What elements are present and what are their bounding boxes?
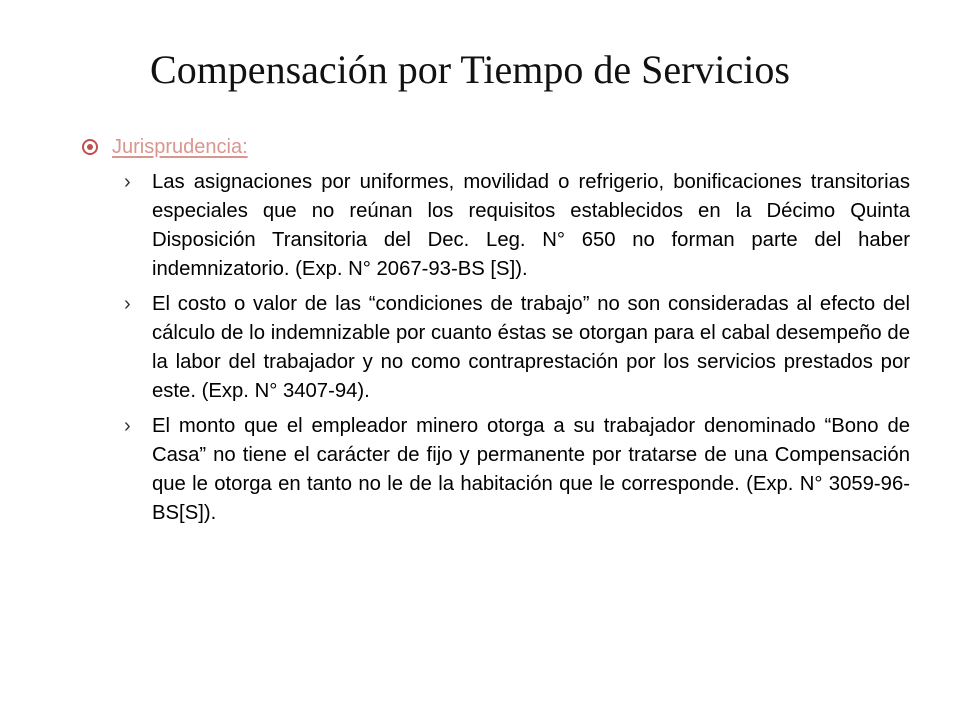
slide-title: Compensación por Tiempo de Servicios [150, 47, 790, 92]
chevron-right-icon: › [124, 293, 131, 315]
section-label: Jurisprudencia: [112, 135, 248, 158]
radio-bullet-icon [82, 139, 98, 155]
list-item [124, 290, 910, 406]
chevron-right-icon: › [124, 415, 131, 437]
chevron-right-icon: › [124, 171, 131, 193]
jurisprudence-list [124, 168, 910, 534]
list-item-text: El costo o valor de las “condiciones de trabajo” no son consideradas al efecto del cálculo de lo indemnizable por cuanto éstas se otorgan para el cabal desempeño de la labor del trabajador y no como contraprestación por los servicios prestados por este. (Exp. N° 3407-94). [152, 293, 910, 402]
list-item [124, 412, 910, 528]
list-item-text: Las asignaciones por uniformes, movilidad o refrigerio, bonificaciones transitorias especiales que no reúnan los requisitos establecidos en la Décimo Quinta Disposición Transitoria del Dec. Leg. N° 650 no forman parte del haber indemnizatorio. (Exp. N° 2067-93-BS [S]). [152, 171, 910, 280]
list-item [124, 168, 910, 284]
list-item-text: El monto que el empleador minero otorga a su trabajador denominado “Bono de Casa” no tiene el carácter de fijo y permanente por tratarse de una Compensación que le otorga en tanto no le de la habitación que le corresponde. (Exp. N° 3059-96-BS[S]). [152, 415, 910, 524]
section-heading [82, 132, 248, 162]
